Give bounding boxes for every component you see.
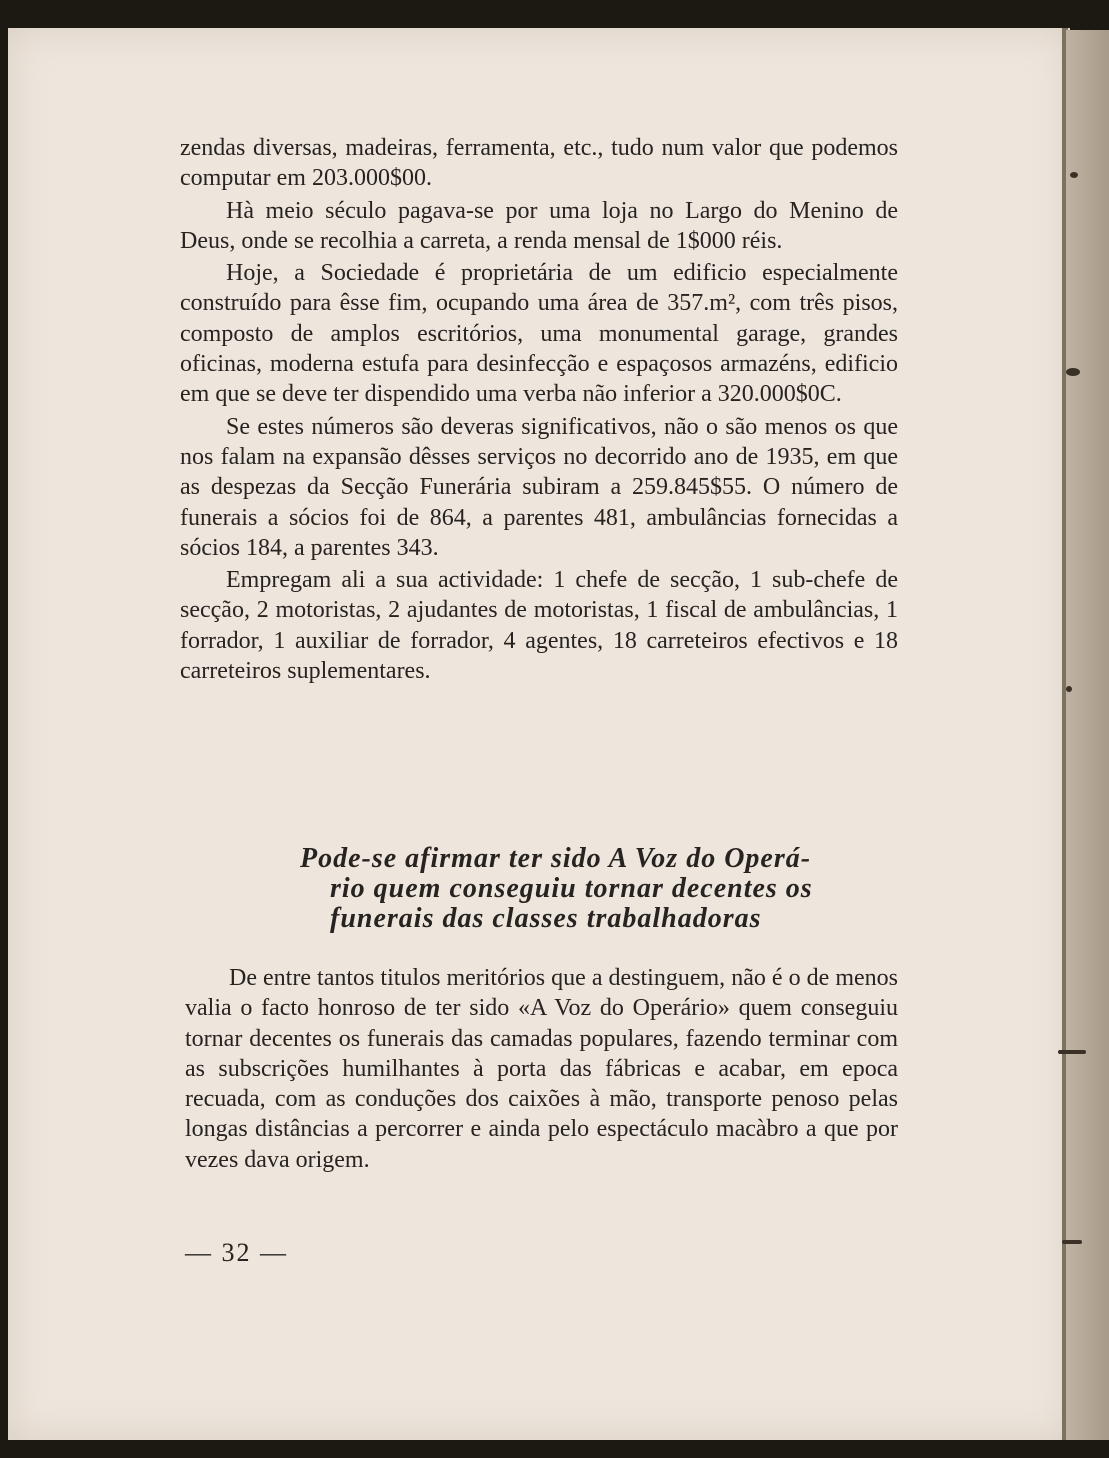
page-number: — 32 — bbox=[185, 1238, 288, 1267]
paragraph-statistics: Se estes números são deveras significativos, não o são menos os que nos falam na expansão dêsses serviços no decorrido ano de 1935, em que as despezas da Secção Funerária subiram a 259.845$55. O número de funerais a sócios foi de 864, a parentes 481, ambulâncias fornecidas a sócios 184, a parentes 343. bbox=[180, 413, 898, 561]
heading-line-3: funerais das classes trabalhadoras bbox=[330, 903, 762, 934]
heading-line-2: rio quem conseguiu tornar decentes os bbox=[330, 873, 813, 904]
ink-speck bbox=[1070, 172, 1078, 178]
ink-speck bbox=[1066, 368, 1080, 376]
ink-speck bbox=[1058, 1050, 1086, 1054]
paragraph-building: Hoje, a Sociedade é proprietária de um edificio especialmente construído para êsse fim, ocupando uma área de 357.m², com três pisos, composto de amplos escritórios, uma monumental garage, grandes oficinas, moderna estufa para desinfecção e espaçosos armazéns, edificio em que se deve ter dispendido uma verba não inferior a 320.000$0C. bbox=[180, 260, 898, 408]
paragraph-funerals: De entre tantos titulos meritórios que a destinguem, não é o de menos valia o facto honroso de ter sido «A Voz do Operário» quem conseguiu tornar decentes os funerais das camadas populares, fazendo terminar com as subscrições humilhantes à porta das fábricas e acabar, em epoca recuada, com as conduções dos caixões à mão, transporte penoso pelas longas distâncias a percorrer e ainda pelo espectáculo macàbro a que por vezes dava origem. bbox=[185, 965, 898, 1173]
paragraph-shop-history: Hà meio século pagava-se por uma loja no Largo do Menino de Deus, onde se recolhia a carreta, a renda mensal de 1$000 réis. bbox=[180, 197, 898, 254]
adjacent-page-strip bbox=[1066, 30, 1109, 1440]
body-text-top bbox=[180, 133, 898, 686]
ink-speck bbox=[1062, 1240, 1082, 1244]
ink-speck bbox=[1066, 686, 1072, 692]
paragraph-continuation: zendas diversas, madeiras, ferramenta, etc., tudo num valor que podemos computar em 203.000$00. bbox=[180, 135, 898, 192]
paragraph-staff: Empregam ali a sua actividade: 1 chefe de secção, 1 sub-chefe de secção, 2 motoristas, 2 ajudantes de motoristas, 1 fiscal de ambulâncias, 1 forrador, 1 auxiliar de forrador, 4 agentes, 18 carreteiros efectivos e 18 carreteiros suplementares. bbox=[180, 567, 898, 685]
body-text-bottom bbox=[185, 963, 898, 1175]
heading-line-1: Pode-se afirmar ter sido A Voz do Operá- bbox=[300, 843, 812, 874]
section-heading bbox=[300, 844, 900, 934]
